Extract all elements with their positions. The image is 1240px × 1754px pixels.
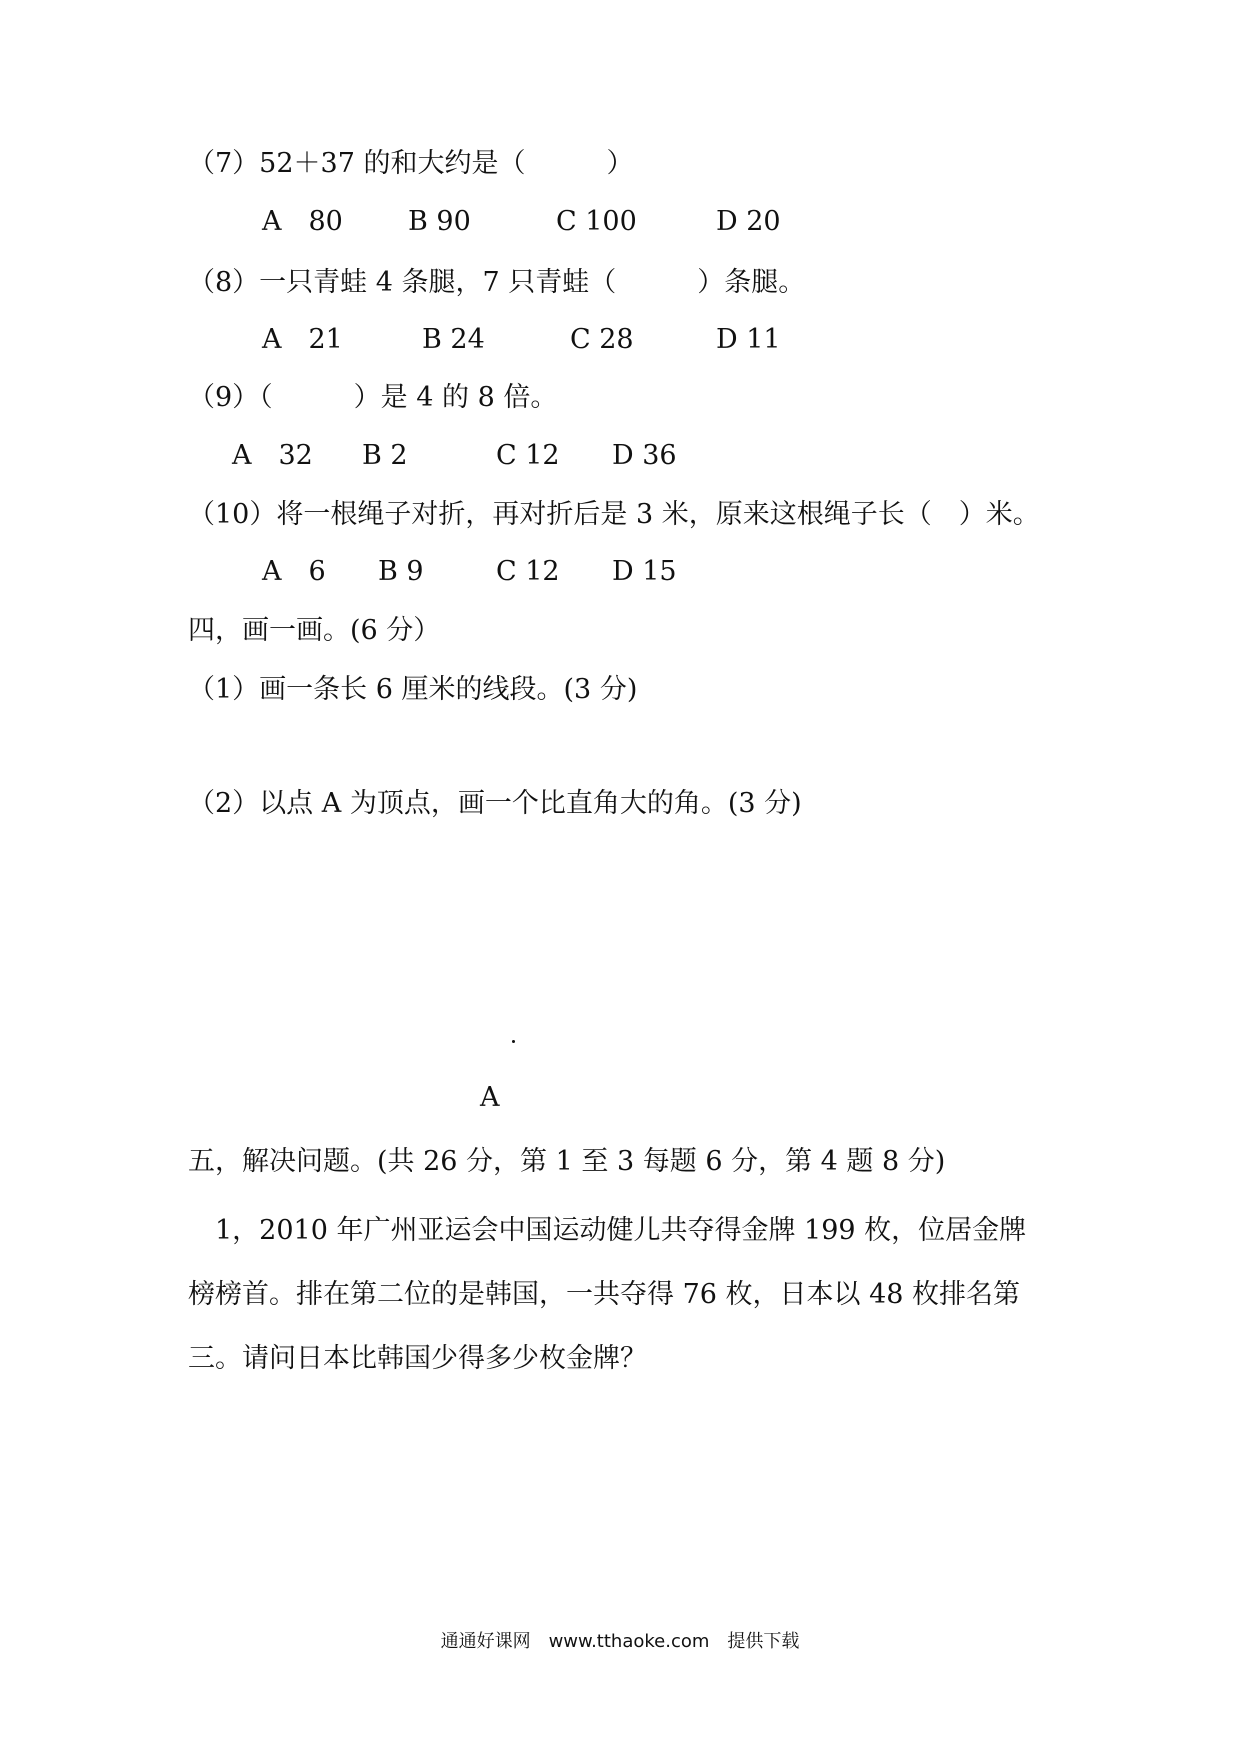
section-4-item-2: （2）以点 A 为顶点，画一个比直角大的角。(3 分) bbox=[188, 788, 802, 819]
question-8-stem: （8）一只青蛙 4 条腿，7 只青蛙（ ）条腿。 bbox=[188, 267, 806, 298]
question-9-option-b: B 2 bbox=[362, 440, 408, 471]
question-8-option-c: C 28 bbox=[570, 324, 634, 355]
question-7-option-b: B 90 bbox=[408, 206, 471, 237]
question-10-option-d: D 15 bbox=[612, 556, 677, 587]
question-8-option-d: D 11 bbox=[716, 324, 781, 355]
problem-1-line-2: 榜榜首。排在第二位的是韩国，一共夺得 76 枚，日本以 48 枚排名第 bbox=[188, 1279, 1021, 1310]
question-8-option-b: B 24 bbox=[422, 324, 485, 355]
problem-1-line-3: 三。请问日本比韩国少得多少枚金牌？ bbox=[188, 1343, 647, 1374]
question-9-stem: （9）（ ）是 4 的 8 倍。 bbox=[188, 382, 558, 413]
question-7-stem: （7）52＋37 的和大约是（ ） bbox=[188, 148, 634, 179]
question-7-option-d: D 20 bbox=[716, 206, 781, 237]
problem-1-line-1: 1，2010 年广州亚运会中国运动健儿共夺得金牌 199 枚，位居金牌 bbox=[188, 1215, 1027, 1246]
question-9-option-c: C 12 bbox=[496, 440, 560, 471]
question-10-option-a: A 6 bbox=[262, 556, 326, 587]
section-4-heading: 四，画一画。(6 分） bbox=[188, 615, 441, 646]
section-5-heading: 五，解决问题。(共 26 分，第 1 至 3 每题 6 分，第 4 题 8 分) bbox=[188, 1146, 946, 1177]
question-8-option-a: A 21 bbox=[262, 324, 343, 355]
section-4-item-1: （1）画一条长 6 厘米的线段。(3 分) bbox=[188, 674, 638, 705]
point-a-dot bbox=[512, 1040, 515, 1043]
question-9-option-a: A 32 bbox=[232, 440, 313, 471]
question-10-option-b: B 9 bbox=[378, 556, 424, 587]
question-7-option-a: A 80 bbox=[262, 206, 343, 237]
question-7-option-c: C 100 bbox=[556, 206, 637, 237]
question-10-option-c: C 12 bbox=[496, 556, 560, 587]
point-a-label: A bbox=[480, 1082, 500, 1113]
page-footer: 通通好课网 www.tthaoke.com 提供下载 bbox=[440, 1631, 800, 1652]
question-9-option-d: D 36 bbox=[612, 440, 677, 471]
question-10-stem: （10）将一根绳子对折，再对折后是 3 米，原来这根绳子长（ ）米。 bbox=[188, 499, 1040, 530]
